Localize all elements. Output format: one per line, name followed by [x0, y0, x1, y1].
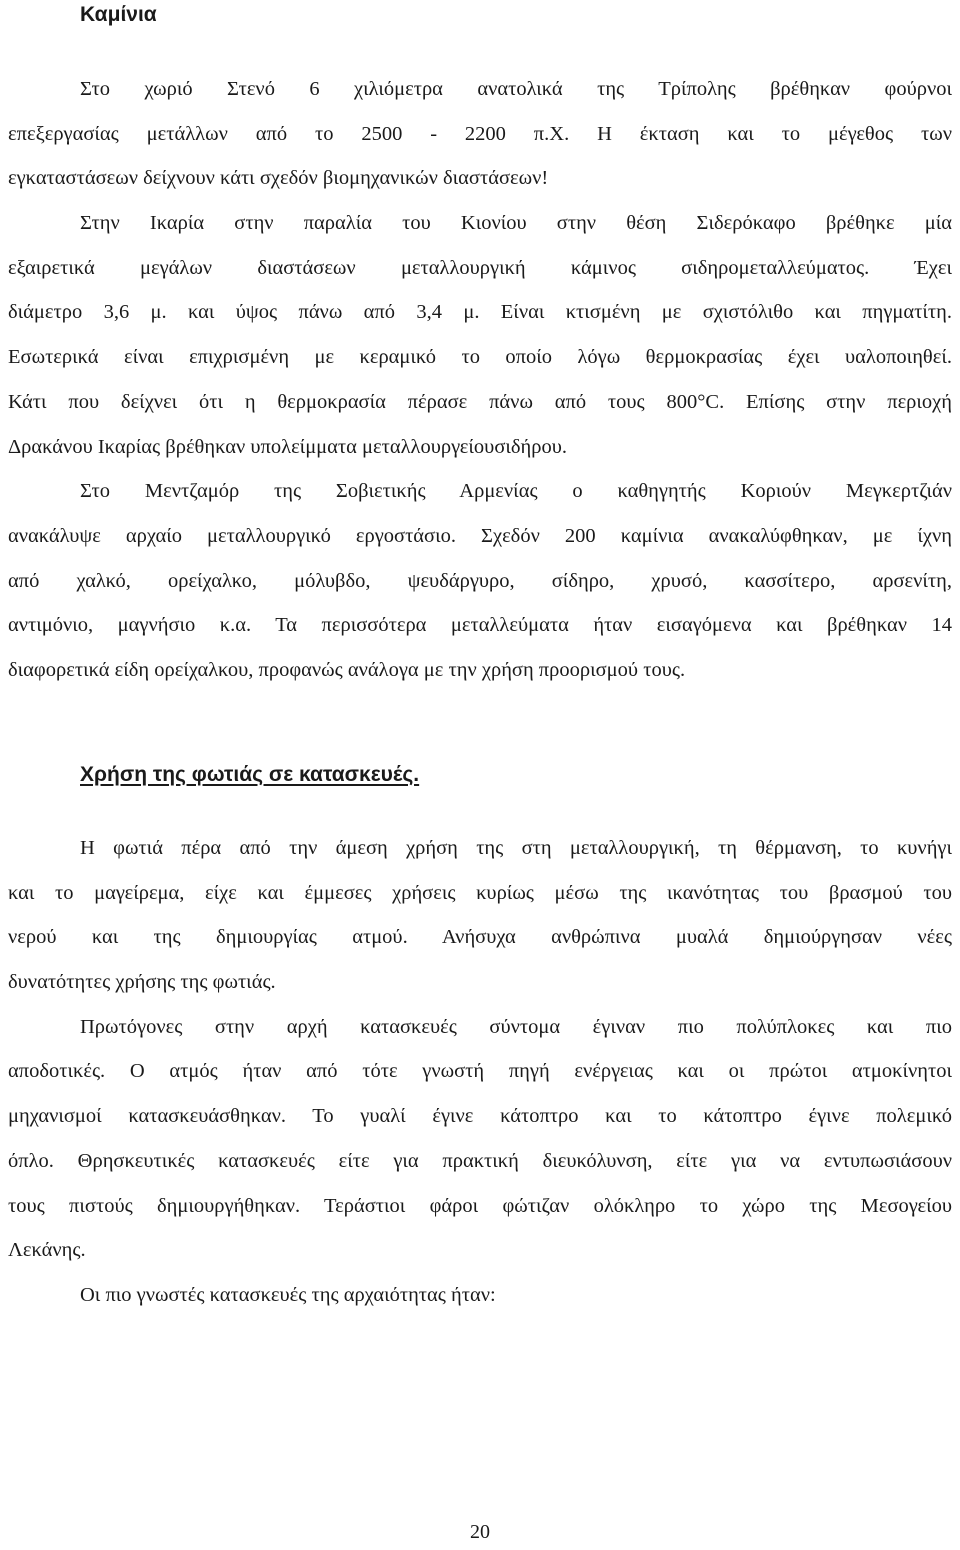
text-line: αποδοτικές. Ο ατμός ήταν από τότε γνωστή πηγή ενέργειας και οι πρώτοι ατμοκίνητοι [8, 1060, 952, 1083]
text-line: νερού και της δημιουργίας ατμού. Ανήσυχα ανθρώπινα μυαλά δημιούργησαν νέες [8, 926, 952, 949]
text-line: και το μαγείρεμα, είχε και έμμεσες χρήσεις κυρίως μέσω της ικανότητας του βρασμού του [8, 881, 952, 904]
text-line: εγκαταστάσεων δείχνουν κάτι σχεδόν βιομηχανικών διαστάσεων! [8, 167, 549, 190]
text-line: μηχανισμοί κατασκευάσθηκαν. Το γυαλί έγινε κάτοπτρο και το κάτοπτρο έγινε πολεμικό [8, 1105, 952, 1128]
text-line: Πρωτόγονες στην αρχή κατασκευές σύντομα έγιναν πιο πολύπλοκες και πιο [80, 1015, 952, 1038]
text-line: επεξεργασίας μετάλλων από το 2500 - 2200 π.Χ. Η έκταση και το μέγεθος των [8, 122, 952, 145]
text-line: Στο Μεντζαμόρ της Σοβιετικής Αρμενίας ο καθηγητής Κοριούν Μεγκερτζιάν [80, 480, 952, 503]
text-line: εξαιρετικά μεγάλων διαστάσεων μεταλλουργική κάμινος σιδηρομεταλλεύματος. Έχει [8, 256, 952, 279]
text-line: Οι πιο γνωστές κατασκευές της αρχαιότητας ήταν: [80, 1283, 496, 1306]
text-line: αντιμόνιο, μαγνήσιο κ.α. Τα περισσότερα μεταλλεύματα ήταν εισαγόμενα και βρέθηκαν 14 [8, 614, 952, 637]
text-line: Εσωτερικά είναι επιχρισμένη με κεραμικό το οποίο λόγω θερμοκρασίας έχει υαλοποιηθεί. [8, 346, 952, 369]
text-line: Η φωτιά πέρα από την άμεση χρήση της στη μεταλλουργική, τη θέρμανση, το κυνήγι [80, 837, 952, 859]
section-body-furnaces [8, 67, 952, 693]
text-line: διάμετρο 3,6 μ. και ύψος πάνω από 3,4 μ. Είναι κτισμένη με σχιστόλιθο και πηγματίτη. [8, 301, 952, 324]
text-line: διαφορετικά είδη ορείχαλκου, προφανώς ανάλογα με την χρήση προορισμού τους. [8, 658, 686, 681]
section-body-fire-use [8, 826, 952, 1318]
section-heading-fire-use: Χρήση της φωτιάς σε κατασκευές. [80, 763, 420, 786]
text-line: Λεκάνης. [8, 1239, 86, 1262]
text-line: Στο χωριό Στενό 6 χιλιόμετρα ανατολικά της Τρίπολης βρέθηκαν φούρνοι [80, 78, 952, 100]
page-number: 20 [470, 1521, 490, 1543]
text-line: Κάτι που δείχνει ότι η θερμοκρασία πέρασε πάνω από τους 800°C. Επίσης στην περιοχή [8, 390, 952, 413]
text-line: τους πιστούς δημιουργήθηκαν. Τεράστιοι φάροι φώτιζαν ολόκληρο το χώρο της Μεσογείου [8, 1194, 952, 1217]
text-line: όπλο. Θρησκευτικές κατασκευές είτε για πρακτική διευκόλυνση, είτε για να εντυπωσιάσουν [8, 1149, 952, 1172]
text-line: ανακάλυψε αρχαίο μεταλλουργικό εργοστάσιο. Σχεδόν 200 καμίνια ανακαλύφθηκαν, με ίχνη [8, 524, 952, 547]
text-line: Στην Ικαρία στην παραλία του Κιονίου στην θέση Σιδερόκαφο βρέθηκε μία [80, 212, 952, 235]
text-line: από χαλκό, ορείχαλκο, μόλυβδο, ψευδάργυρο, σίδηρο, χρυσό, κασσίτερο, αρσενίτη, [8, 569, 952, 592]
text-line: δυνατότητες χρήσης της φωτιάς. [8, 971, 276, 994]
section-heading-furnaces: Καμίνια [80, 3, 157, 26]
text-line: Δρακάνου Ικαρίας βρέθηκαν υπολείμματα μεταλλουργείουσιδήρου. [8, 435, 568, 458]
